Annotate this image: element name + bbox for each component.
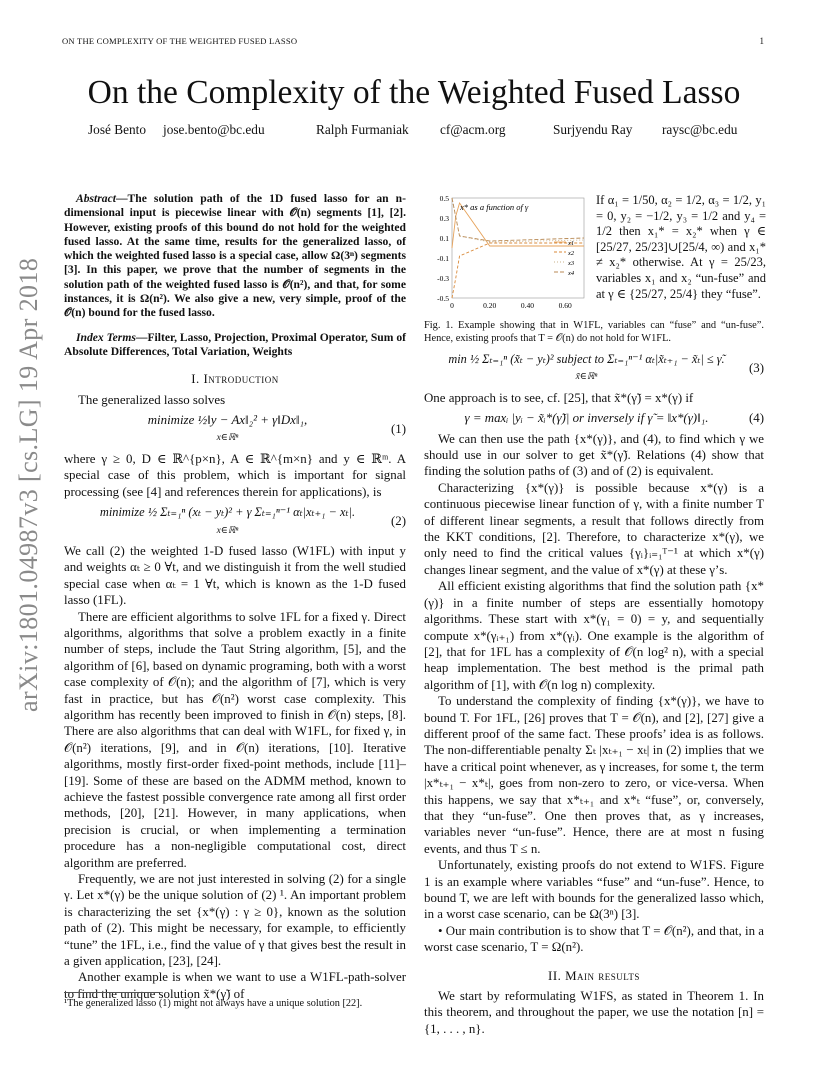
author-name: Surjyendu Ray xyxy=(553,122,633,137)
y-tick-label: 0.1 xyxy=(439,234,449,243)
y-tick-label: -0.5 xyxy=(437,294,449,303)
legend-label: x3 xyxy=(568,260,575,267)
equation-2: minimize ½ Σₜ₌₁ⁿ (xₜ − yₜ)² + γ Σₜ₌₁ⁿ⁻¹ αₜ|xₜ₊₁ − xₜ|. x∈ℝⁿ (2) xyxy=(99,505,406,536)
series-line-x2 xyxy=(452,243,584,298)
equation-3: min ½ Σₜ₌₁ⁿ (x̃ₜ − yₜ)² subject to Σₜ₌₁ⁿ⁻¹ αₜ|x̃ₜ₊₁ − x̃ₜ| ≤ γ̃. x̃∈ℝⁿ (3) xyxy=(448,352,764,383)
figure-caption: Fig. 1. Example showing that in W1FL, variables can “fuse” and “un-fuse”. Hence, existing proofs that T = 𝒪(n) do not hold for W1FL. xyxy=(424,320,764,344)
equation-1: minimize ½‖y − Ax‖₂² + γ‖Dx‖₁, x∈ℝⁿ (1) xyxy=(147,413,406,444)
section-heading: II. Main results xyxy=(548,968,640,983)
paragraph: We start by reformulating W1FS, as stated in Theorem 1. In this theorem, and throughout the paper, we use the notation [n] = {1, . . . , n}. xyxy=(424,989,764,1036)
x-tick-label: 0.40 xyxy=(520,301,534,310)
paragraph: where γ ≥ 0, D ∈ ℝ^{p×n}, A ∈ ℝ^{m×n} and y ∈ ℝᵐ. A special case of this problem, which is important for signal processing (see [4] and references therein for applications), is xyxy=(64,451,406,499)
index-terms: Index Terms—Filter, Lasso, Projection, Proximal Operator, Sum of Absolute Differences, Total Variation, Weights xyxy=(64,330,406,358)
paragraph: We call (2) the weighted 1-D fused lasso (W1FL) with input y and weights αₜ ≥ 0 ∀t, and we distinguish it from the well studied special case when αₜ = 1 ∀t, which is known as the 1-D fused lasso (1FL). xyxy=(64,543,406,608)
figure-side-text: If α₁ = 1/50, α₂ = 1/2, α₃ = 1/2, y₁ = 0, y₂ = −1/2, y₃ = 1/2 and y₄ = 1/2 then x₁* = x₂* when γ ∈ [25/27, 25/23]∪[25/4, ∞) and x₁* ≠ x₂* otherwise. At γ = 25/23, variables x₁ and x₂ “un-fuse” and at γ ∈ {25/27, 25/4} they “fuse”. xyxy=(596,193,766,301)
left-column xyxy=(64,192,406,1002)
legend-label: x1 xyxy=(568,240,575,247)
paragraph: Characterizing {x*(γ)} is possible because x*(γ) is a continuous piecewise linear function of γ, with a finite number T of different linear segments, a result that follows directly from the KKT conditions, [2]. Therefore, to characterize x*(γ), we only need to find the critical values {γᵢ}ᵢ₌₁ᵀ⁻¹ at which x*(γ) changes linear segment, and the value of x*(γ) at these γ’s. xyxy=(424,480,764,577)
legend-label: x4 xyxy=(568,270,575,277)
abstract: Abstract—The solution path of the 1D fused lasso for an n-dimensional input is piecewise linear with 𝒪(n) segments [1], [2]. However, existing proofs of this bound do not hold for the weighted fused lasso. At the same time, results for the generalized lasso, of which the weighted fused lasso is a special case, allow Ω(3ⁿ) segments [3]. In this paper, we prove that the number of segments in the solution path of the weighted fused lasso is 𝒪(n²), and that, for some instances, it is Ω(n²). We also give a new, very simple, proof of the 𝒪(n) bound for the fused lasso. xyxy=(64,192,406,320)
running-title: ON THE COMPLEXITY OF THE WEIGHTED FUSED LASSO xyxy=(62,36,298,46)
figure-1-chart xyxy=(424,190,592,316)
author-name: Ralph Furmaniak xyxy=(316,122,409,137)
arxiv-stamp: arXiv:1801.04987v3 [cs.LG] 19 Apr 2018 xyxy=(14,257,43,712)
legend-label: x2 xyxy=(568,250,575,257)
chart-title: x* as a function of γ xyxy=(460,202,529,212)
author-email: cf@acm.org xyxy=(440,122,506,137)
x-tick-label: 0.60 xyxy=(558,301,572,310)
y-tick-label: 0.3 xyxy=(439,214,449,223)
paragraph: One approach is to see, cf. [25], that x̃*(γ̃) = x*(γ) if xyxy=(424,390,694,405)
paragraph: There are efficient algorithms to solve 1FL for a fixed γ. Direct algorithms, algorithms that solve a problem exactly in a finite number of steps, include the Taut String algorithm, [5], and the algorithm of [6], based on dynamic programing, both with a worst case complexity of 𝒪(n); and the algorithm of [7], which is very fast in practice, but has 𝒪(n²) worst case complexity. This algorithm has recently been improved to finish in 𝒪(n) steps, [8]. There are also algorithms that can deal with W1FL, for fixed γ, in 𝒪(n²) iterations, [9], and in 𝒪(n) iterations, [10]. Iterative algorithms, mostly first-order fixed-point methods, include [11]–[19]. Some of these are based on the ADMM method, known to achieve the fastest possible convergence rate among all first order methods, [20], [21]. However, in many applications, when precision is crucial, or when implementing a termination procedure has a non-negligible computational cost, direct algorithm are preferred. xyxy=(64,609,406,870)
y-tick-label: -0.1 xyxy=(437,254,449,263)
footnote: ¹The generalized lasso (1) might not always have a unique solution [22]. xyxy=(64,998,363,1009)
paragraph: • Our main contribution is to show that T = 𝒪(n²), and that, in a worst case scenario, T = Ω(n²). xyxy=(424,923,764,955)
x-tick-label: 0 xyxy=(450,301,454,310)
author-email: jose.bento@bc.edu xyxy=(163,122,265,137)
author-name: José Bento xyxy=(88,122,146,137)
y-tick-label: 0.5 xyxy=(439,194,449,203)
footnote-rule xyxy=(64,992,160,993)
equation-4: γ = maxᵢ |yᵢ − x̃ᵢ*(γ̃)| or inversely if γ̃ = ‖x*(γ)‖₁. (4) xyxy=(464,411,764,426)
right-column xyxy=(424,320,764,1037)
paragraph: Frequently, we are not just interested in solving (2) for a single γ. Let x*(γ) be the unique solution of (2) ¹. An important problem is characterizing the set {x*(γ) : γ ≥ 0}, known as the solution path of (2). This might be necessary, for example, to efficiently “tune” the 1FL, i.e., find the value of γ that gives best the result in a given application, [23], [24]. xyxy=(64,872,406,969)
paragraph: The generalized lasso solves xyxy=(78,392,226,407)
paragraph: Unfortunately, existing proofs do not extend to W1FS. Figure 1 is an example where variables “fuse” and “un-fuse”. Hence, to bound T, we are left with bounds for the generalized lasso which, in a worst case scenario, can be Ω(3ⁿ) [3]. xyxy=(424,858,764,922)
paragraph: To understand the complexity of finding {x*(γ)}, we have to bound T. For 1FL, [26] proves that T = 𝒪(n), and [2], [27] give a different proof of the same fact. These proofs’ idea is as follows. The non-differentiable penalty Σₜ |xₜ₊₁ − xₜ| in (2) implies that we have a critical point whenever, as γ increases, for some t, the term |x*ₜ₊₁ − x*ₜ|, goes from non-zero to zero, or vice-versa. When this happens, we say that x*ₜ₊₁ and x*ₜ “fuse”, or, conversely, that they “un-fuse”. One then proves that, as γ increases, variables never “un-fuse”. Hence, there are at most n fusing events, and thus T ≤ n. xyxy=(424,694,764,856)
paragraph: Another example is when we want to use a W1FL-path-solver to find the unique solution x̃*(γ̃) of xyxy=(64,970,406,1001)
plot-frame xyxy=(452,198,584,298)
paragraph: We can then use the path {x*(γ)}, and (4), to find which γ we should use in our solver to get x̃*(γ̃). Relations (4) show that finding the solution paths of (3) and of (2) is equivalent. xyxy=(424,431,764,479)
y-tick-label: -0.3 xyxy=(437,274,449,283)
section-heading: I. Introduction xyxy=(191,372,279,387)
page-number: 1 xyxy=(759,36,764,46)
x-tick-label: 0.20 xyxy=(483,301,497,310)
paragraph: All efficient existing algorithms that find the solution path {x*(γ)} in a finite number of steps are essentially homotopy algorithms. These start with x*(γ₁ = 0) = y, and sequentially compute x*(γᵢ₊₁) from x*(γᵢ). One example is the algorithm of [2], that for 1FL has a complexity of 𝒪(n log² n), with a special heap implementation. The best method is the primal path algorithm of [1], with 𝒪(n log n) complexity. xyxy=(424,579,764,692)
author-email: raysc@bc.edu xyxy=(662,122,738,137)
paper-title: On the Complexity of the Weighted Fused Lasso xyxy=(87,74,741,111)
